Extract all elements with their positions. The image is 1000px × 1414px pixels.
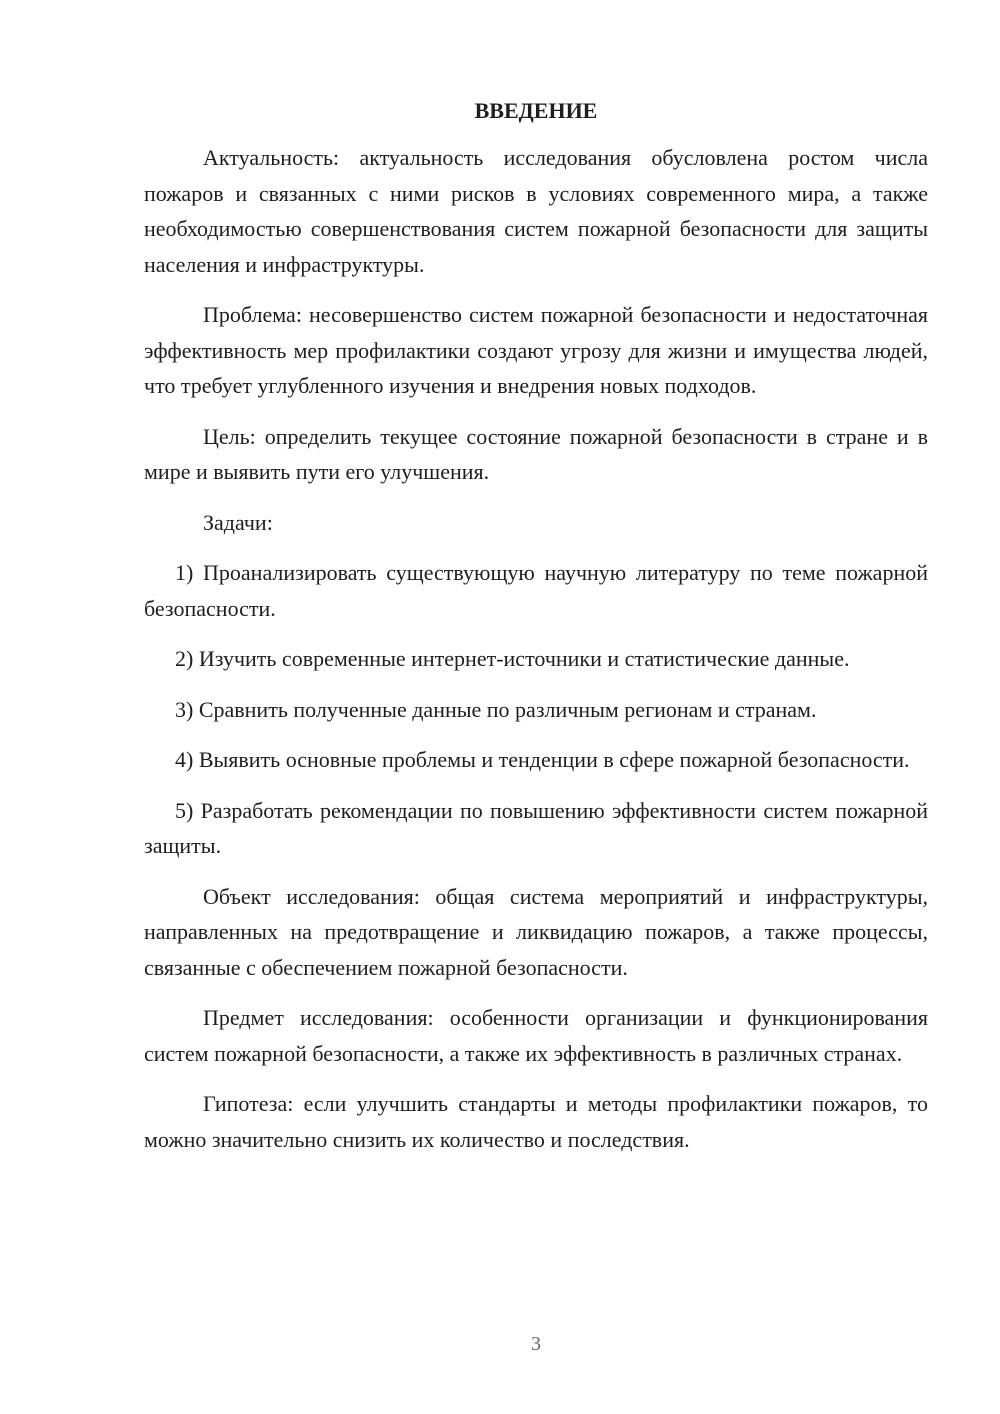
task-item: 2) Изучить современные интернет-источники и статистические данные.: [175, 646, 850, 671]
paragraph-relevance: Актуальность: актуальность исследования обусловлена ростом числа пожаров и связанных с ними рисков в условиях современного мира, а также необходимостью совершенствования систем пожарной безопасности для защиты населения и инфраструктуры.: [144, 145, 928, 277]
task-item: 5) Разработать рекомендации по повышению эффективности систем пожарной защиты.: [144, 797, 928, 858]
page-number: 3: [531, 1333, 541, 1355]
page-title: ВВЕДЕНИЕ: [474, 98, 598, 123]
paragraph-tasks-heading: Задачи:: [203, 509, 273, 535]
paragraph-goal: Цель: определить текущее состояние пожарной безопасности в стране и в мире и выявить пути его улучшения.: [144, 423, 928, 484]
task-item: 1) Проанализировать существующую научную литературу по теме пожарной безопасности.: [144, 560, 928, 621]
task-item: 3) Сравнить полученные данные по различным регионам и странам.: [175, 696, 817, 722]
paragraph-subject: Предмет исследования: особенности организации и функционирования систем пожарной безопасности, а также их эффективность в различных странах.: [144, 1005, 928, 1066]
paragraph-problem: Проблема: несовершенство систем пожарной безопасности и недостаточная эффективность мер профилактики создают угрозу для жизни и имущества людей, что требует углубленного изучения и внедрения новых подходов.: [144, 302, 928, 398]
paragraph-object: Объект исследования: общая система мероприятий и инфраструктуры, направленных на предотвращение и ликвидацию пожаров, а также процессы, связанные с обеспечением пожарной безопасности.: [144, 883, 928, 980]
paragraph-hypothesis: Гипотеза: если улучшить стандарты и методы профилактики пожаров, то можно значительно снизить их количество и последствия.: [144, 1091, 928, 1152]
page-content: [144, 93, 928, 1172]
task-item: 4) Выявить основные проблемы и тенденции в сфере пожарной безопасности.: [175, 747, 910, 772]
